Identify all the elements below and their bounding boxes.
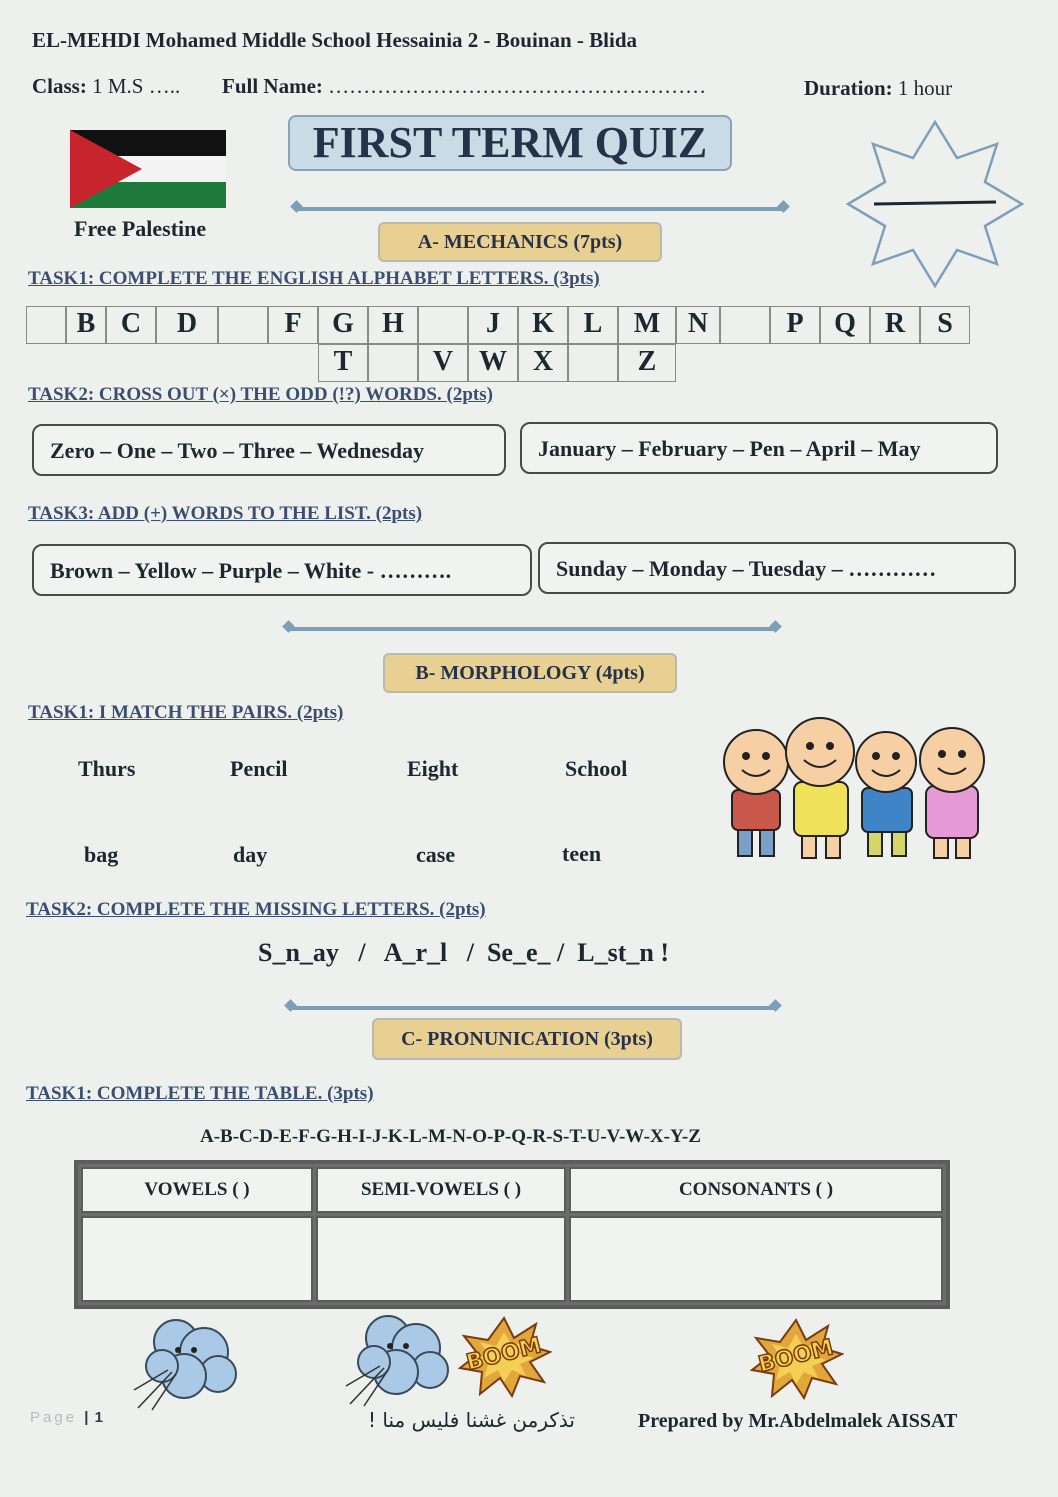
flag-caption: Free Palestine: [74, 216, 207, 241]
match-word-top[interactable]: Pencil: [230, 756, 288, 781]
alphabet-cell[interactable]: [368, 344, 418, 382]
class-value: 1 M.S …..: [92, 74, 181, 98]
page-number: | 1: [84, 1409, 104, 1426]
alphabet-cell: X: [518, 344, 568, 382]
match-word-top[interactable]: Thurs: [78, 756, 136, 781]
alphabet-cell[interactable]: [26, 306, 66, 344]
section-pronunciation: C- PRONUNICATION (3pts): [372, 1018, 682, 1060]
odd-words-box-2[interactable]: January – February – Pen – April – May: [520, 422, 998, 474]
quiz-title: FIRST TERM QUIZ: [288, 115, 732, 171]
vowels-answer-cell[interactable]: [81, 1216, 313, 1302]
alphabet-cell[interactable]: [568, 344, 618, 382]
full-name-label: Full Name:: [222, 74, 323, 98]
boom-text: BOOM: [464, 1333, 544, 1376]
consonants-header: CONSONANTS ( ): [569, 1167, 943, 1213]
school-name: EL-MEHDI Mohamed Middle School Hessainia 2 - Bouinan - Blida: [32, 28, 638, 52]
alphabet-cell: C: [106, 306, 156, 344]
wind-cloud-icon: [132, 1312, 242, 1412]
alphabet-cell: M: [618, 306, 676, 344]
alphabet-cell: P: [770, 306, 820, 344]
alphabet-cell: V: [418, 344, 468, 382]
alphabet-cell: J: [468, 306, 518, 344]
semi-vowels-header: SEMI-VOWELS ( ): [316, 1167, 566, 1213]
boom-text: BOOM: [756, 1335, 836, 1378]
task1-match-title: TASK1: I MATCH THE PAIRS. (2pts): [28, 702, 344, 723]
wind-cloud-icon: [344, 1308, 454, 1408]
page-label: Page: [30, 1409, 78, 1426]
alphabet-cell: K: [518, 306, 568, 344]
boom-sticker: [456, 1316, 552, 1398]
vowels-header: VOWELS ( ): [81, 1167, 313, 1213]
page-indicator: [30, 1409, 104, 1426]
duration-label: Duration:: [804, 76, 893, 100]
alphabet-cell: F: [268, 306, 318, 344]
alphabet-cell[interactable]: [218, 306, 268, 344]
task1-alphabet-title: TASK1: COMPLETE THE ENGLISH ALPHABET LETTERS. (3pts): [28, 268, 600, 289]
score-star-icon: [846, 120, 1024, 288]
match-word-bottom[interactable]: day: [233, 842, 268, 867]
match-word-bottom[interactable]: bag: [84, 842, 119, 867]
match-word-bottom[interactable]: case: [416, 842, 456, 867]
sound-table: [74, 1160, 950, 1309]
arabic-note: تذكرمن غشنا فليس منا !: [368, 1408, 575, 1432]
duration-value: 1 hour: [897, 76, 953, 100]
alphabet-cell: Q: [820, 306, 870, 344]
alphabet-cell: Z: [618, 344, 676, 382]
alphabet-cell: S: [920, 306, 970, 344]
alphabet-cell: B: [66, 306, 106, 344]
palestine-flag-icon: [70, 130, 226, 208]
add-words-box-2[interactable]: Sunday – Monday – Tuesday – …………: [538, 542, 1016, 594]
match-word-top[interactable]: School: [565, 756, 628, 781]
alphabet-cell: L: [568, 306, 618, 344]
alphabet-cell: G: [318, 306, 368, 344]
alphabet-cell[interactable]: [418, 306, 468, 344]
alphabet-cell: T: [318, 344, 368, 382]
alphabet-line: A-B-C-D-E-F-G-H-I-J-K-L-M-N-O-P-Q-R-S-T-U-V-W-X-Y-Z: [200, 1126, 701, 1147]
full-name-line: [222, 74, 706, 99]
consonants-answer-cell[interactable]: [569, 1216, 943, 1302]
class-label: Class:: [32, 74, 87, 98]
boom-sticker: [748, 1318, 844, 1400]
alphabet-cell: N: [676, 306, 720, 344]
duration-line: [804, 76, 952, 101]
kids-illustration-icon: [718, 712, 1000, 870]
task2-odd-title: TASK2: CROSS OUT (×) THE ODD (!?) WORDS. (2pts): [28, 384, 493, 405]
alphabet-cell: D: [156, 306, 218, 344]
section-mechanics: A- MECHANICS (7pts): [378, 222, 662, 262]
alphabet-cell[interactable]: [720, 306, 770, 344]
alphabet-cell: R: [870, 306, 920, 344]
match-word-top[interactable]: Eight: [407, 756, 459, 781]
odd-words-box-1[interactable]: Zero – One – Two – Three – Wednesday: [32, 424, 506, 476]
semi-vowels-answer-cell[interactable]: [316, 1216, 566, 1302]
alphabet-cell: H: [368, 306, 418, 344]
class-line: [32, 74, 180, 99]
section-morphology: B- MORPHOLOGY (4pts): [383, 653, 677, 693]
add-words-box-1[interactable]: Brown – Yellow – Purple – White - ……….: [32, 544, 532, 596]
task2-missing-title: TASK2: COMPLETE THE MISSING LETTERS. (2pts): [26, 899, 486, 920]
match-word-bottom[interactable]: teen: [562, 841, 602, 866]
task1-table-title: TASK1: COMPLETE THE TABLE. (3pts): [26, 1083, 374, 1104]
missing-letters-line[interactable]: S_n_ay / A_r_l / Se_e_ / L_st_n !: [258, 938, 669, 967]
task3-add-title: TASK3: ADD (+) WORDS TO THE LIST. (2pts): [28, 503, 423, 524]
divider: [296, 207, 784, 211]
divider: [290, 1006, 776, 1010]
alphabet-grid: [26, 306, 976, 384]
divider: [288, 627, 776, 631]
full-name-dots: ………………………………………………: [328, 74, 707, 98]
alphabet-cell: W: [468, 344, 518, 382]
prepared-by: Prepared by Mr.Abdelmalek AISSAT: [638, 1410, 958, 1432]
